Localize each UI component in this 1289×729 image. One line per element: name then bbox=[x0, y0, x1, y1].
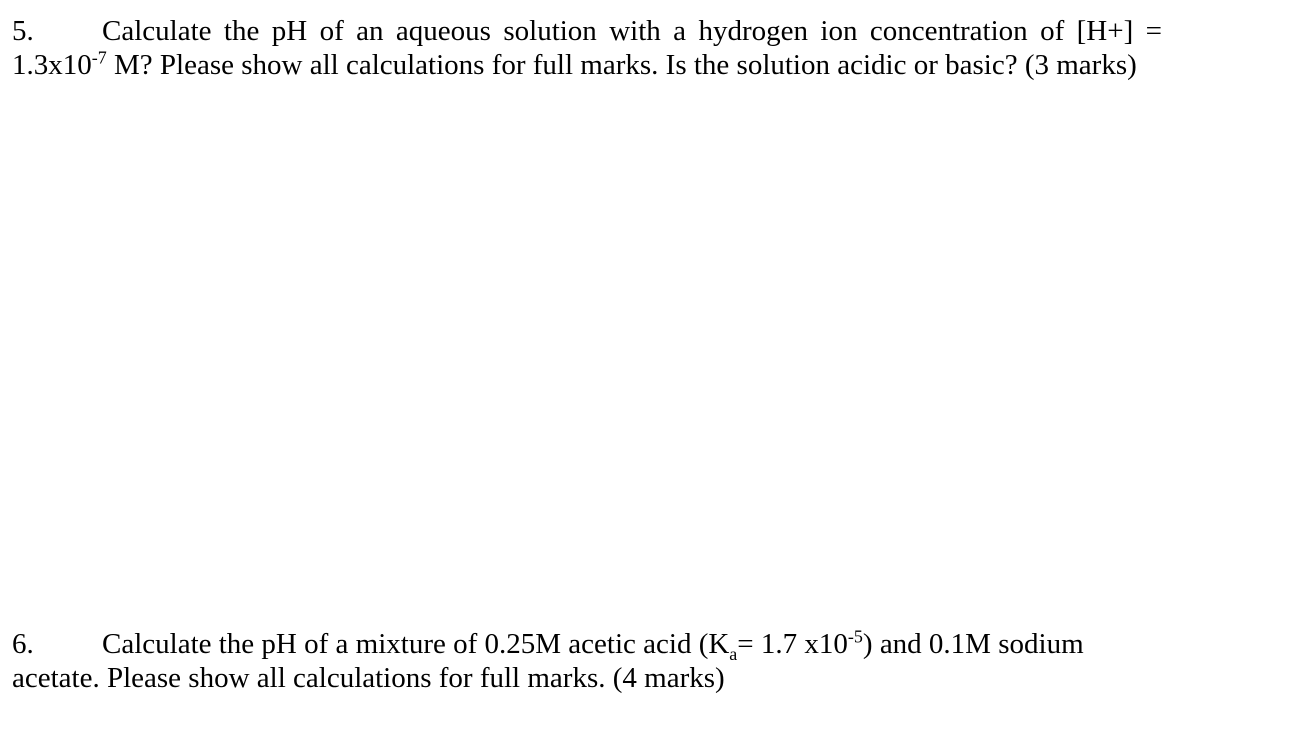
question-6-ka-subscript: a bbox=[729, 643, 738, 664]
question-5-concentration: 1.3x10 bbox=[12, 49, 92, 81]
question-5-text-line-1: Calculate the pH of an aqueous solution with a hydrogen ion concentration of [H+] = bbox=[102, 15, 1162, 47]
question-6-text-mid: = 1.7 x10 bbox=[737, 628, 848, 660]
question-6-number: 6. bbox=[12, 628, 34, 660]
question-6-line-1 bbox=[12, 626, 1162, 664]
question-5-line-2 bbox=[12, 48, 1162, 82]
question-5-line-1 bbox=[12, 14, 1162, 48]
question-5-number: 5. bbox=[12, 15, 34, 47]
question-5 bbox=[12, 14, 1162, 82]
question-5-exponent: -7 bbox=[91, 47, 107, 68]
question-6 bbox=[12, 627, 1162, 695]
question-6-exponent: -5 bbox=[847, 626, 863, 647]
question-6-line-2 bbox=[12, 661, 1162, 695]
question-6-text-line-2: acetate. Please show all calculations for full marks. (4 marks) bbox=[12, 662, 725, 694]
question-6-text-post: ) and 0.1M sodium bbox=[862, 628, 1084, 660]
question-6-text-pre: Calculate the pH of a mixture of 0.25M acetic acid (K bbox=[102, 628, 730, 660]
question-5-text-line-2: M? Please show all calculations for full marks. Is the solution acidic or basic? (3 marks) bbox=[106, 49, 1137, 81]
